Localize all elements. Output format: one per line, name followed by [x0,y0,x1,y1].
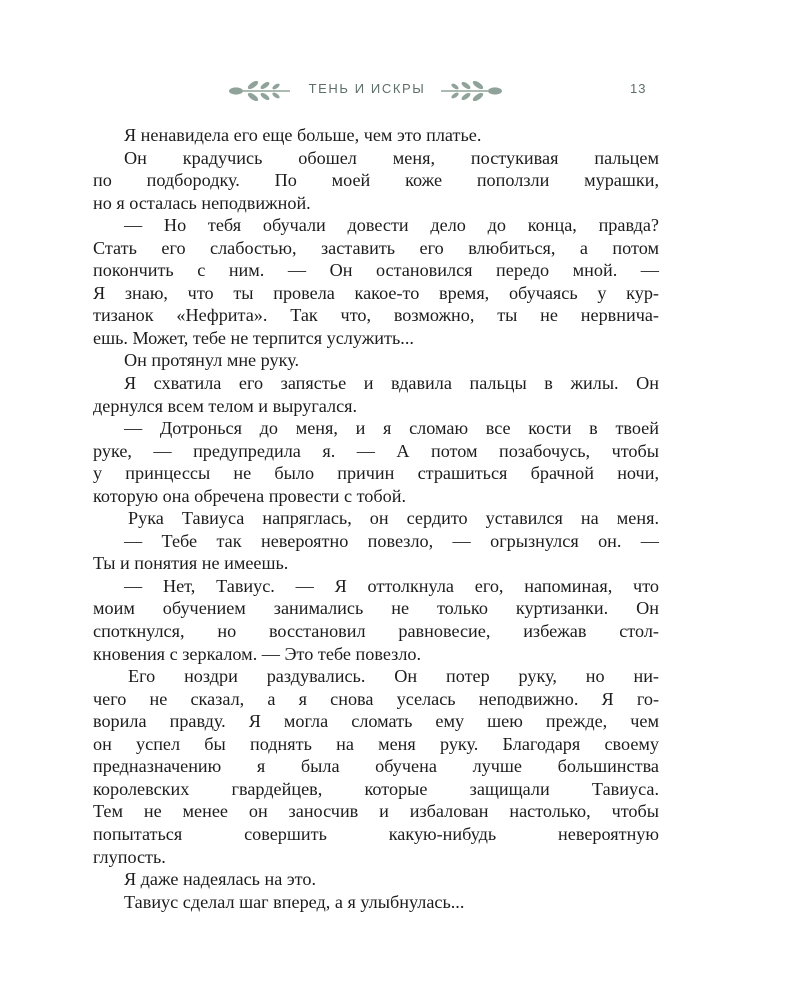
text-line: кновения с зеркалом. — Это тебе повезло. [93,643,422,664]
text-line: Его ноздри раздувались. Он потер руку, но ни- [128,666,659,687]
text-line: Рука Тавиуса напряглась, он сердито уставился на меня. [128,508,659,529]
text-line: Он протянул мне руку. [124,350,300,371]
running-head-title: ТЕНЬ И ИСКРЫ [308,81,426,96]
text-line: глупость. [93,846,166,867]
text-line: Стать его слабостью, заставить его влюбиться, а потом [93,237,659,258]
text-line: покончить с ним. — Он остановился передо мной. — [93,260,659,281]
text-line: тизанок «Нефрита». Так что, возможно, ты не нервнича- [93,305,659,326]
body-text [93,124,659,913]
text-line: которую она обречена провести с тобой. [93,485,407,506]
text-line: он успел бы поднять на меня руку. Благодаря своему [93,733,659,754]
text-line: споткнулся, но восстановил равновесие, избежав стол- [93,621,659,642]
text-line: руке, — предупредила я. — А потом позабочусь, чтобы [93,440,659,461]
text-line: но я осталась неподвижной. [93,192,311,213]
text-line: Ты и понятия не имеешь. [93,553,289,574]
leaf-sprig-icon [439,78,503,104]
text-line: дернулся всем телом и выругался. [93,395,358,416]
text-line: ешь. Может, тебе не терпится услужить... [93,327,414,348]
text-line: ворила правду. Я могла сломать ему шею прежде, чем [93,711,659,732]
text-line: предназначению я была обучена лучше большинства [93,756,659,777]
text-line: у принцессы не было причин страшиться брачной ночи, [93,463,659,484]
text-line: — Нет, Тавиус. — Я оттолкнула его, напоминая, что [124,575,659,596]
leaf-sprig-icon [228,78,292,104]
text-line: Он крадучись обошел меня, постукивая пальцем [124,147,659,168]
text-line: Тавиус сделал шаг вперед, а я улыбнулась... [124,891,465,912]
text-line: — Дотронься до меня, и я сломаю все кости в твоей [124,418,659,439]
text-line: Я схватила его запястье и вдавила пальцы в жилы. Он [124,373,659,394]
text-line: Я знаю, что ты провела какое-то время, обучаясь у кур- [93,282,659,303]
text-line: королевских гвардейцев, которые защищали Тавиуса. [93,778,659,799]
text-line: — Но тебя обучали довести дело до конца, правда? [124,215,659,236]
text-line: попытаться совершить какую-нибудь невероятную [93,823,659,844]
text-line: Я ненавидела его еще больше, чем это платье. [124,125,482,145]
text-line: — Тебе так невероятно повезло, — огрызнулся он. — [124,530,659,551]
running-head [0,76,800,106]
text-line: Я даже надеялась на это. [124,869,317,890]
text-line: чего не сказал, а я снова уселась неподвижно. Я го- [93,688,659,709]
page-number: 13 [630,81,647,96]
text-line: Тем не менее он заносчив и избалован настолько, чтобы [93,801,659,822]
text-line: по подбородку. По моей коже поползли мурашки, [93,170,659,191]
text-line: моим обучением занимались не только куртизанки. Он [93,598,659,619]
